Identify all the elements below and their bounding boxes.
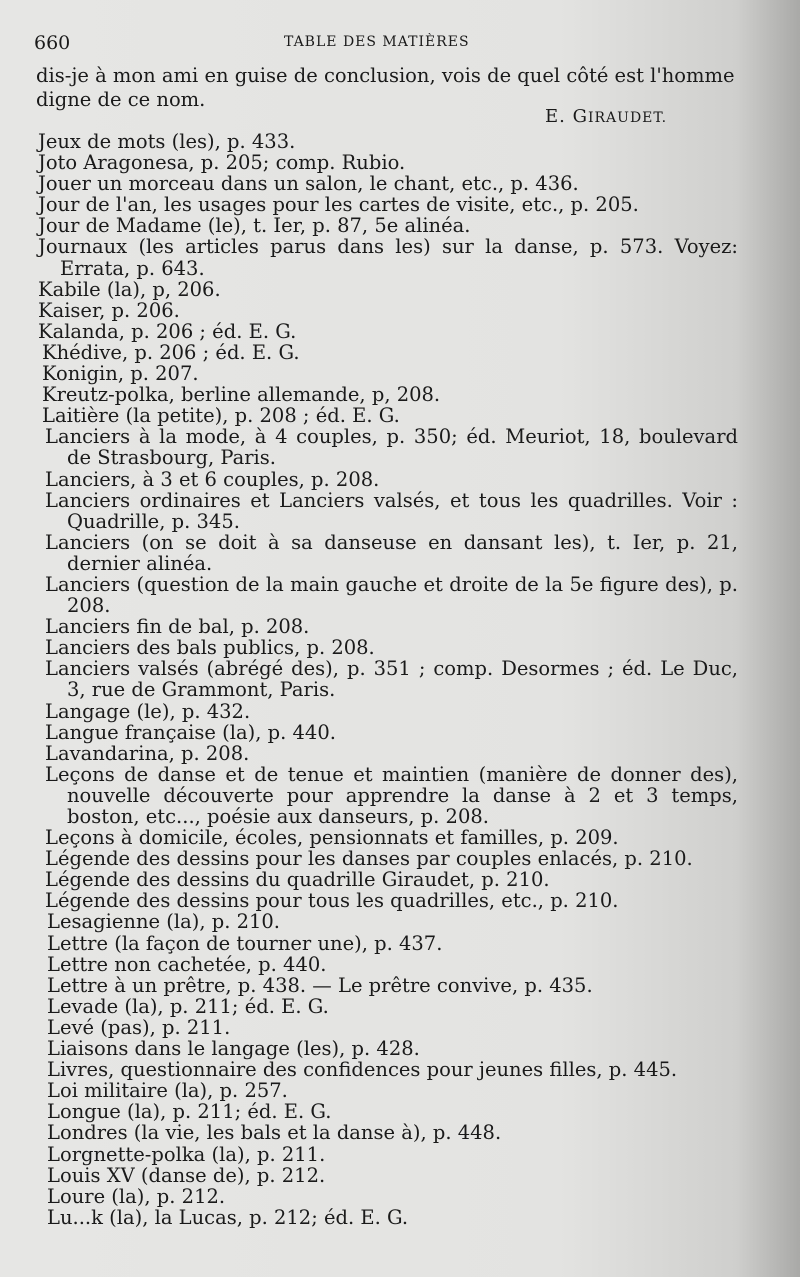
index-entry: Lettre (la façon de tourner une), p. 437. xyxy=(47,931,443,955)
index-entry: Lanciers ordinaires et Lanciers valsés, et tous les quadrilles. Voir : Quadrille, p. 345. xyxy=(45,488,738,533)
index-entry: Lettre non cachetée, p. 440. xyxy=(47,952,327,976)
index-entry: Leçons de danse et de tenue et maintien (manière de donner des), nouvelle découverte pour apprendre la danse à 2 et 3 temps, boston, etc..., poésie aux danseurs, p. 208. xyxy=(45,762,738,828)
index-entry: Londres (la vie, les bals et la danse à), p. 448. xyxy=(47,1121,502,1145)
index-entry: Laitière (la petite), p. 208 ; éd. E. G. xyxy=(42,404,400,428)
author-signature xyxy=(545,106,667,127)
index-entry: Lettre à un prêtre, p. 438. — Le prêtre convive, p. 435. xyxy=(47,973,593,997)
index-entry: Lanciers valsés (abrégé des), p. 351 ; comp. Desormes ; éd. Le Duc, 3, rue de Grammont, Paris. xyxy=(45,657,738,702)
index-entry: Kalanda, p. 206 ; éd. E. G. xyxy=(38,319,297,343)
index-entry: Jour de l'an, les usages pour les cartes de visite, etc., p. 205. xyxy=(38,193,639,217)
page-number: 660 xyxy=(34,32,71,54)
index-entry: Légende des dessins du quadrille Giraudet, p. 210. xyxy=(45,868,550,892)
index-entry: Levé (pas), p. 211. xyxy=(47,1015,231,1039)
index-entry: Lanciers à la mode, à 4 couples, p. 350; éd. Meuriot, 18, boulevard de Strasbourg, Paris. xyxy=(45,425,738,470)
index-entry: Légende des dessins pour tous les quadrilles, etc., p. 210. xyxy=(45,889,619,913)
index-entry: Konigin, p. 207. xyxy=(42,362,199,386)
index-entry: Lorgnette-polka (la), p. 211. xyxy=(47,1142,326,1166)
index-entry: Levade (la), p. 211; éd. E. G. xyxy=(47,994,329,1018)
index-entry: Lanciers des bals publics, p. 208. xyxy=(45,636,375,660)
index-entry: Lu...k (la), la Lucas, p. 212; éd. E. G. xyxy=(47,1205,409,1229)
index-entry: Lanciers (question de la main gauche et droite de la 5e figure des), p. 208. xyxy=(45,572,738,618)
index-entry: Langue française (la), p. 440. xyxy=(45,720,336,744)
index-entry: Longue (la), p. 211; éd. E. G. xyxy=(47,1100,332,1124)
index-entry: Khédive, p. 206 ; éd. E. G. xyxy=(42,340,300,364)
signature-initial: E. G xyxy=(545,106,588,127)
index-entry: Kaiser, p. 206. xyxy=(38,298,180,322)
index-entry: Lanciers, à 3 et 6 couples, p. 208. xyxy=(45,467,380,491)
index-entry: Loure (la), p. 212. xyxy=(47,1184,226,1208)
index-entries xyxy=(38,131,738,1228)
index-entry: Langage (le), p. 432. xyxy=(45,699,251,723)
index-entry: Journaux (les articles parus dans les) sur la danse, p. 573. Voyez: Errata, p. 643. xyxy=(38,235,738,280)
index-entry: Légende des dessins pour les danses par couples enlacés, p. 210. xyxy=(45,847,693,871)
page-header xyxy=(34,32,754,56)
index-entry: Jeux de mots (les), p. 433. xyxy=(38,130,296,153)
index-entry: Liaisons dans le langage (les), p. 428. xyxy=(47,1037,420,1061)
index-entry: Livres, questionnaire des confidences pour jeunes filles, p. 445. xyxy=(47,1058,678,1082)
index-entry: Lavandarina, p. 208. xyxy=(45,741,250,765)
index-entry: Kreutz-polka, berline allemande, p, 208. xyxy=(42,383,441,407)
index-entry: Leçons à domicile, écoles, pensionnats et familles, p. 209. xyxy=(45,826,619,850)
index-entry: Jouer un morceau dans un salon, le chant, etc., p. 436. xyxy=(38,172,579,196)
index-entry: Lanciers (on se doit à sa danseuse en dansant les), t. Ier, p. 21, dernier alinéa. xyxy=(45,530,738,575)
intro-paragraph: dis-je à mon ami en guise de conclusion, vois de quel côté est l'homme digne de ce nom. xyxy=(36,64,735,111)
running-title: TABLE DES MATIÈRES xyxy=(284,34,470,50)
index-entry: Lanciers fin de bal, p. 208. xyxy=(45,615,310,639)
signature-surname: IRAUDET. xyxy=(587,110,668,126)
index-entry: Loi militaire (la), p. 257. xyxy=(47,1079,288,1103)
index-entry: Louis XV (danse de), p. 212. xyxy=(47,1163,326,1187)
index-entry: Joto Aragonesa, p. 205; comp. Rubio. xyxy=(38,151,406,175)
index-entry: Lesagienne (la), p. 210. xyxy=(47,910,281,934)
index-entry: Kabile (la), p, 206. xyxy=(38,277,221,301)
index-entry: Jour de Madame (le), t. Ier, p. 87, 5e alinéa. xyxy=(38,214,471,238)
